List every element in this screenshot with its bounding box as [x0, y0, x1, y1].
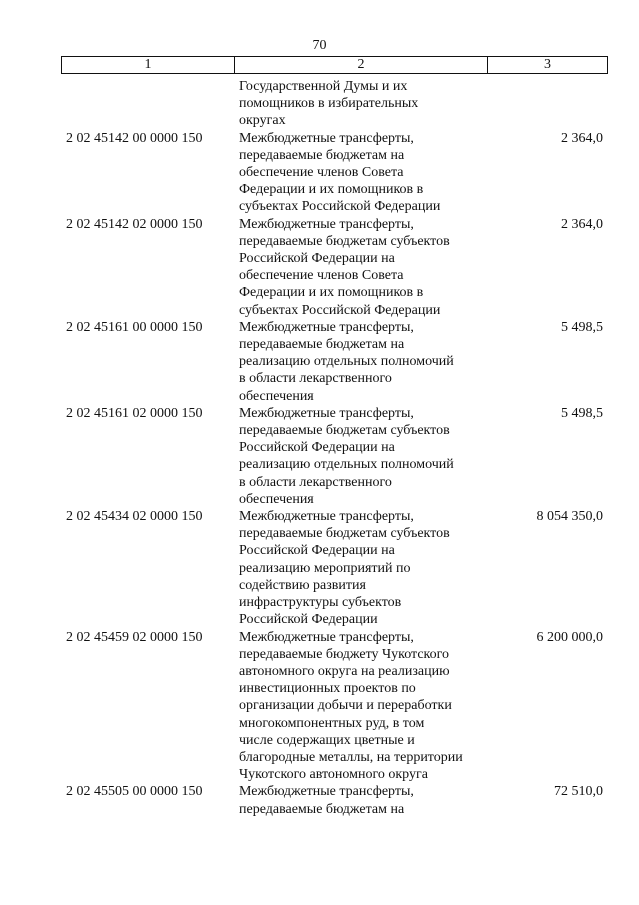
description-line: Межбюджетные трансферты,	[239, 216, 414, 232]
item-description	[239, 216, 489, 319]
table-row	[0, 130, 639, 216]
description-line: Межбюджетные трансферты,	[239, 509, 414, 525]
description-line: субъектах Российской Федерации	[239, 302, 441, 318]
header-col-2: 2	[235, 57, 488, 73]
description-line: округах	[239, 113, 286, 129]
budget-code: 2 02 45142 02 0000 150	[66, 216, 203, 232]
description-line: Чукотского автономного округа	[239, 767, 428, 783]
description-line: обеспечения	[239, 491, 314, 507]
description-line: содействию развития	[239, 577, 366, 593]
description-line: Российской Федерации на	[239, 543, 395, 559]
description-line: реализацию отдельных полномочий	[239, 354, 454, 370]
table-row	[0, 629, 639, 784]
description-line: передаваемые бюджетам на	[239, 337, 405, 353]
amount: 2 364,0	[561, 130, 603, 146]
description-line: передаваемые бюджетам субъектов	[239, 526, 450, 542]
item-description	[239, 508, 489, 628]
description-line: передаваемые бюджетам субъектов	[239, 423, 450, 439]
description-line: обеспечение членов Совета	[239, 165, 404, 181]
description-line: инфраструктуры субъектов	[239, 595, 402, 611]
description-line: обеспечение членов Совета	[239, 268, 404, 284]
description-line: многокомпонентных руд, в том	[239, 715, 425, 731]
budget-code: 2 02 45434 02 0000 150	[66, 509, 203, 525]
budget-code: 2 02 45161 00 0000 150	[66, 319, 203, 335]
description-line: обеспечения	[239, 388, 314, 404]
table-row	[0, 783, 639, 817]
description-line: реализацию отдельных полномочий	[239, 457, 454, 473]
description-line: передаваемые бюджетам на	[239, 147, 405, 163]
amount: 2 364,0	[561, 216, 603, 232]
amount: 6 200 000,0	[536, 629, 603, 645]
description-line: Межбюджетные трансферты,	[239, 130, 414, 146]
description-line: Российской Федерации на	[239, 251, 395, 267]
item-description	[239, 130, 489, 216]
description-line: в области лекарственного	[239, 371, 392, 387]
amount: 72 510,0	[554, 784, 603, 800]
description-line: реализацию мероприятий по	[239, 560, 411, 576]
description-line: передаваемые бюджетам на	[239, 801, 405, 817]
description-line: субъектах Российской Федерации	[239, 199, 441, 215]
budget-code: 2 02 45142 00 0000 150	[66, 130, 203, 146]
budget-code: 2 02 45505 00 0000 150	[66, 784, 203, 800]
description-line: Межбюджетные трансферты,	[239, 629, 414, 645]
description-line: помощников в избирательных	[239, 96, 419, 112]
amount: 5 498,5	[561, 319, 603, 335]
amount: 8 054 350,0	[536, 509, 603, 525]
item-description	[239, 629, 489, 784]
header-col-3: 3	[544, 57, 551, 72]
description-line: Межбюджетные трансферты,	[239, 405, 414, 421]
table-row	[0, 508, 639, 628]
description-line: числе содержащих цветные и	[239, 732, 415, 748]
description-line: в области лекарственного	[239, 474, 392, 490]
description-line: Государственной Думы и их	[239, 79, 408, 94]
header-col-1: 1	[62, 57, 235, 73]
description-line: инвестиционных проектов по	[239, 681, 416, 697]
table-row	[0, 216, 639, 319]
table-body	[0, 78, 639, 818]
description-line: передаваемые бюджету Чукотского	[239, 646, 450, 662]
item-description	[239, 783, 489, 817]
table-row	[0, 78, 639, 130]
amount: 5 498,5	[561, 405, 603, 421]
description-line: автономного округа на реализацию	[239, 663, 450, 679]
table-row	[0, 405, 639, 508]
description-line: Межбюджетные трансферты,	[239, 319, 414, 335]
description-line: Федерации и их помощников в	[239, 182, 424, 198]
page-number: 70	[312, 38, 327, 53]
description-line: Межбюджетные трансферты,	[239, 784, 414, 800]
item-description	[239, 78, 489, 130]
budget-code: 2 02 45459 02 0000 150	[66, 629, 203, 645]
item-description	[239, 319, 489, 405]
description-line: благородные металлы, на территории	[239, 749, 463, 765]
item-description	[239, 405, 489, 508]
description-line: Федерации и их помощников в	[239, 285, 424, 301]
table-row	[0, 319, 639, 405]
budget-code: 2 02 45161 02 0000 150	[66, 405, 203, 421]
description-line: Российской Федерации	[239, 612, 378, 628]
description-line: передаваемые бюджетам субъектов	[239, 233, 450, 249]
description-line: организации добычи и переработки	[239, 698, 452, 714]
description-line: Российской Федерации на	[239, 440, 395, 456]
table-header	[61, 56, 608, 74]
